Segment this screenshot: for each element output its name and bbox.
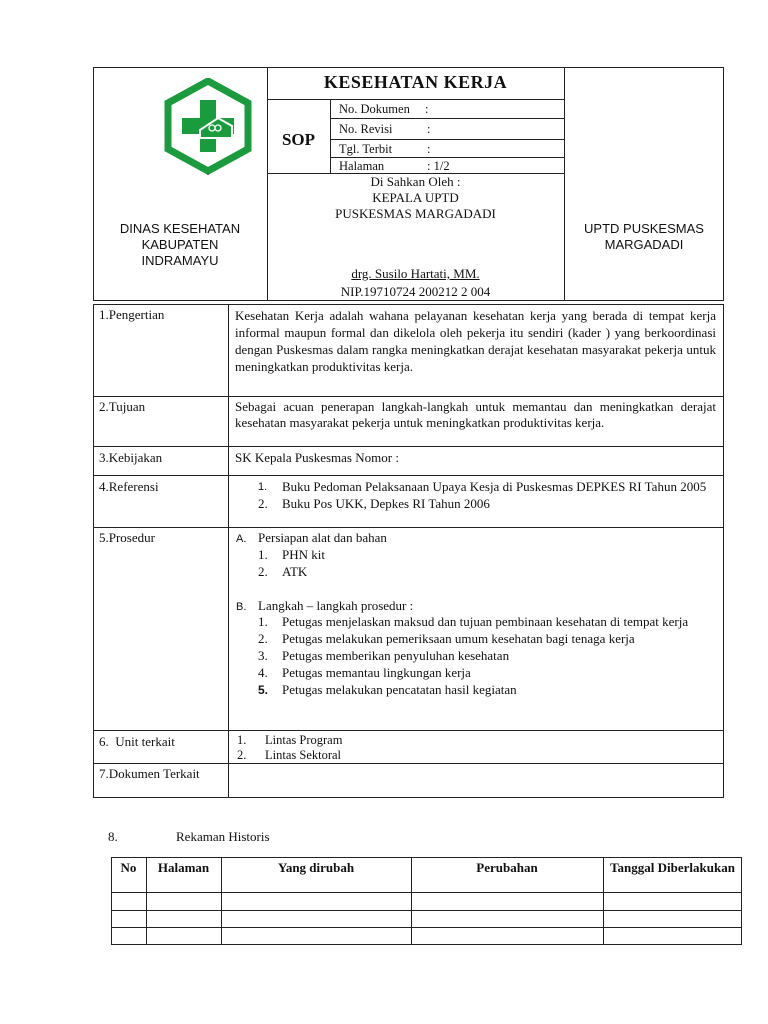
title-divider — [267, 99, 564, 100]
field-tgl-terbit — [339, 141, 559, 157]
list-text: Petugas melakukan pemeriksaan umum kesehatan bagi tenaga kerja — [282, 631, 635, 646]
list-item — [258, 479, 716, 495]
rekaman-header-perubahan: Perubahan — [476, 860, 538, 875]
prosedur-a-list — [258, 547, 716, 580]
list-number: 1. — [258, 481, 268, 493]
list-text: Petugas melakukan pencatatan hasil kegiatan — [282, 682, 517, 697]
list-text: Petugas menjelaskan maksud dan tujuan pembinaan kesehatan di tempat kerja — [282, 614, 689, 629]
field-line-2 — [330, 139, 564, 140]
field-label: No. Revisi — [339, 122, 393, 136]
list-number: 2. — [258, 631, 268, 646]
body-col-divider — [228, 304, 229, 798]
rekaman-header-no: No — [120, 860, 137, 875]
approval-block — [267, 174, 564, 222]
list-text: Lintas Sektoral — [265, 748, 342, 762]
list-text: PHN kit — [282, 547, 325, 562]
list-number: 3. — [258, 648, 268, 663]
rekaman-col-divider — [603, 857, 604, 945]
section-text-pengertian: Kesehatan Kerja adalah wahana pelayanan kesehatan kerja yang berada di tempat kerja informal maupun formal dan dikelola oleh pekerja itu sendiri (kader ) yang berkoordinasi dengan Puskesmas dalam rangka meningkatkan derajat kesehatan masyarakat pekerja untuk meningkatkan produktivitas kerja. — [235, 308, 716, 374]
section-label-pengertian: 1.Pengertian — [99, 307, 165, 322]
list-item — [258, 496, 716, 512]
field-label: No. Dokumen — [339, 102, 410, 116]
header-divider-right — [564, 67, 565, 301]
list-item — [258, 564, 716, 580]
list-item — [258, 614, 716, 630]
section-label-prosedur: 5.Prosedur — [99, 530, 155, 545]
unit-terkait-list — [237, 733, 707, 763]
list-text: Petugas memantau lingkungan kerja — [282, 665, 471, 680]
field-value: : — [427, 142, 431, 156]
section-label-referensi: 4.Referensi — [99, 479, 159, 494]
field-halaman — [339, 158, 559, 174]
list-item — [258, 665, 716, 681]
row-line — [93, 446, 724, 447]
rekaman-header-yang-dirubah: Yang dirubah — [277, 860, 355, 875]
list-text: Buku Pedoman Pelaksanaan Upaya Kesja di Puskesmas DEPKES RI Tahun 2005 — [282, 479, 707, 494]
rekaman-row-line — [111, 892, 742, 893]
sop-divider — [330, 99, 331, 173]
list-number: 5. — [258, 683, 269, 697]
list-text: Petugas memberikan penyuluhan kesehatan — [282, 648, 510, 663]
puskesmas-logo — [160, 78, 256, 176]
puskesmas-logo-icon — [160, 78, 256, 176]
rekaman-row-line — [111, 927, 742, 928]
rekaman-row-line — [111, 910, 742, 911]
list-number: 1. — [258, 547, 268, 562]
list-number: 1. — [258, 614, 268, 629]
list-number: 2. — [237, 748, 247, 762]
prosedur-a-title: Persiapan alat dan bahan — [258, 530, 387, 545]
approval-line: Di Sahkan Oleh : — [370, 174, 461, 189]
right-org-name — [565, 221, 723, 253]
field-no-dokumen — [339, 101, 559, 117]
list-item — [258, 648, 716, 664]
list-text: Lintas Program — [265, 733, 343, 747]
row-line — [93, 730, 724, 731]
list-text: ATK — [282, 564, 308, 579]
field-value: : — [425, 102, 429, 116]
page-title: KESEHATAN KERJA — [323, 72, 508, 92]
section-label-tujuan: 2.Tujuan — [99, 399, 146, 414]
list-number: 4. — [258, 665, 268, 680]
prosedur-b-title: Langkah – langkah prosedur : — [258, 598, 414, 613]
list-item — [258, 682, 716, 698]
list-item — [237, 733, 707, 748]
prosedur-a-marker: A. — [236, 533, 247, 545]
field-value: : — [427, 122, 431, 136]
sop-label: SOP — [281, 130, 316, 149]
rekaman-number: 8. — [108, 829, 118, 844]
list-number: 2. — [258, 496, 268, 511]
section-label-unit-terkait: 6. Unit terkait — [99, 734, 175, 749]
right-org-line: MARGADADI — [604, 237, 684, 252]
list-item — [258, 547, 716, 563]
prosedur-b-marker: B. — [236, 601, 247, 613]
prosedur-b-heading — [236, 598, 716, 615]
section-text-tujuan: Sebagai acuan penerapan langkah-langkah untuk memantau dan meningkatkan derajat kesehatan masyarakat pekerja untuk meningkatkan produktivitas kerja. — [235, 399, 716, 430]
field-label: Tgl. Terbit — [339, 142, 393, 156]
approval-line: KEPALA UPTD — [372, 190, 459, 205]
right-org-line: UPTD PUSKESMAS — [584, 221, 704, 236]
row-line — [93, 396, 724, 397]
approval-line: PUSKESMAS MARGADADI — [335, 206, 496, 221]
section-label-text: 7.Dokumen Terkait — [99, 766, 200, 781]
rekaman-header-tanggal: Tanggal Diberlakukan — [610, 860, 735, 875]
field-label: Halaman — [339, 159, 385, 173]
prosedur-b-list — [258, 614, 716, 698]
rekaman-header-halaman: Halaman — [157, 860, 210, 875]
referensi-list — [258, 479, 716, 512]
list-number: 2. — [258, 564, 268, 579]
left-org-line: DINAS KESEHATAN — [119, 221, 241, 236]
signer-nip: NIP.19710724 200212 2 004 — [340, 284, 491, 299]
list-item — [237, 748, 707, 763]
field-line-1 — [330, 118, 564, 119]
list-item — [258, 631, 716, 647]
list-number: 1. — [237, 733, 247, 747]
left-org-line: KABUPATEN — [141, 237, 219, 252]
section-label-kebijakan: 3.Kebijakan — [99, 450, 163, 465]
list-text: Buku Pos UKK, Depkes RI Tahun 2006 — [282, 496, 490, 511]
field-value: : 1/2 — [427, 159, 450, 173]
section-label-dokumen-terkait — [99, 766, 200, 782]
field-no-revisi — [339, 121, 559, 137]
signer-name: drg. Susilo Hartati, MM. — [351, 266, 480, 281]
left-org-name — [95, 221, 265, 269]
row-line — [93, 763, 724, 764]
row-line — [93, 475, 724, 476]
rekaman-title: Rekaman Historis — [176, 829, 270, 844]
prosedur-a-heading — [236, 530, 716, 547]
section-text-kebijakan: SK Kepala Puskesmas Nomor : — [235, 450, 399, 465]
left-org-line: INDRAMAYU — [141, 253, 219, 268]
row-line — [93, 527, 724, 528]
